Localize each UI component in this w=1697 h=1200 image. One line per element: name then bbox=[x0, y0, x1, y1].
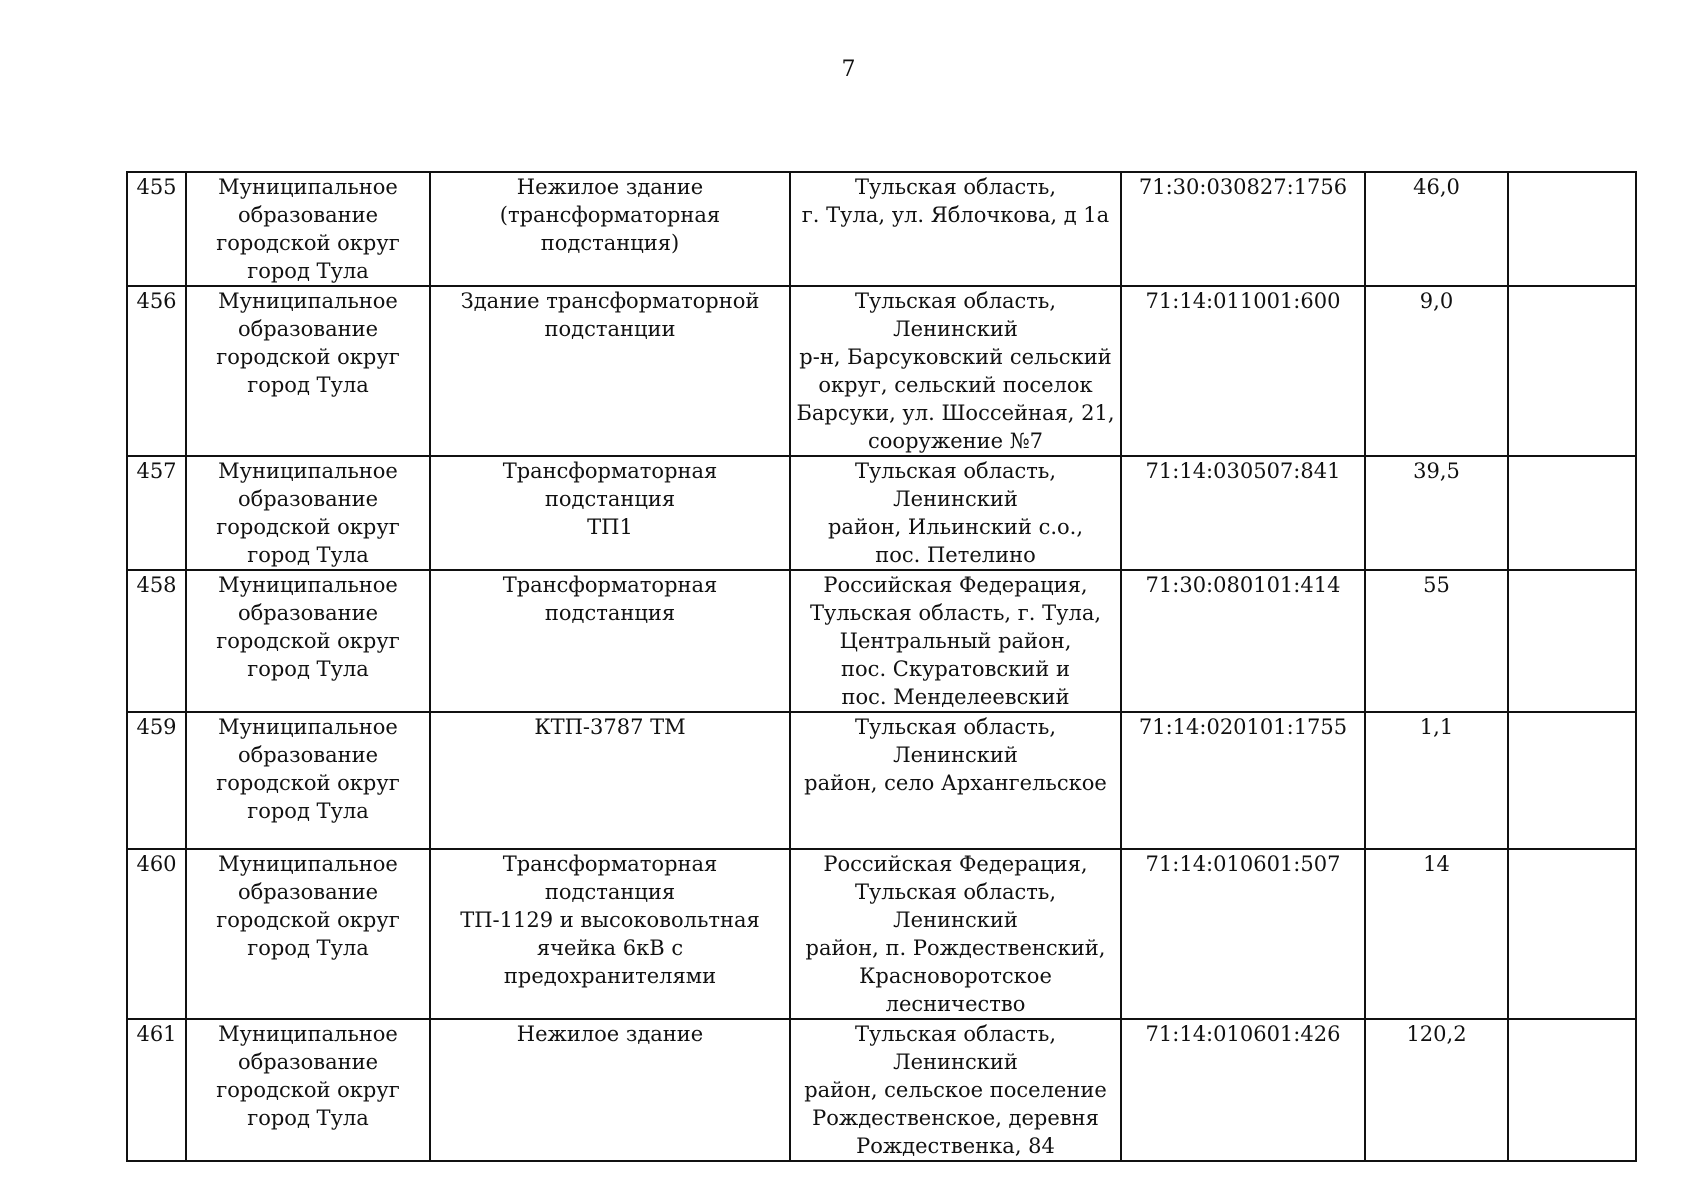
row-address: Российская Федерация, Тульская область, г. Тула, Центральный район, пос. Скуратовский и пос. Менделеевский bbox=[790, 570, 1121, 712]
row-address: Тульская область, Ленинский район, село Архангельское bbox=[790, 712, 1121, 849]
table-row bbox=[127, 849, 1636, 1019]
row-object-name: Трансформаторная подстанция ТП-1129 и высоковольтная ячейка 6кВ с предохранителями bbox=[430, 849, 790, 1019]
row-area: 1,1 bbox=[1365, 712, 1508, 849]
row-note bbox=[1508, 1019, 1636, 1161]
row-address: Российская Федерация, Тульская область, Ленинский район, п. Рождественский, Красноворотское лесничество bbox=[790, 849, 1121, 1019]
row-area: 46,0 bbox=[1365, 172, 1508, 286]
row-owner: Муниципальное образование городской округ город Тула bbox=[186, 456, 430, 570]
table-row bbox=[127, 712, 1636, 849]
row-address: Тульская область, Ленинский р-н, Барсуковский сельский округ, сельский поселок Барсуки, ул. Шоссейная, 21, сооружение №7 bbox=[790, 286, 1121, 456]
row-note bbox=[1508, 172, 1636, 286]
row-cadastral-number: 71:14:030507:841 bbox=[1121, 456, 1365, 570]
row-number: 460 bbox=[127, 849, 186, 1019]
table-row bbox=[127, 286, 1636, 456]
table-row bbox=[127, 1019, 1636, 1161]
row-owner: Муниципальное образование городской округ город Тула bbox=[186, 849, 430, 1019]
row-area: 14 bbox=[1365, 849, 1508, 1019]
table-row bbox=[127, 570, 1636, 712]
row-cadastral-number: 71:14:010601:426 bbox=[1121, 1019, 1365, 1161]
row-number: 457 bbox=[127, 456, 186, 570]
row-object-name: КТП-3787 ТМ bbox=[430, 712, 790, 849]
row-area: 55 bbox=[1365, 570, 1508, 712]
row-address: Тульская область, Ленинский район, сельское поселение Рождественское, деревня Рождественка, 84 bbox=[790, 1019, 1121, 1161]
row-owner: Муниципальное образование городской округ город Тула bbox=[186, 712, 430, 849]
row-area: 120,2 bbox=[1365, 1019, 1508, 1161]
row-owner: Муниципальное образование городской округ город Тула bbox=[186, 1019, 430, 1161]
row-cadastral-number: 71:14:011001:600 bbox=[1121, 286, 1365, 456]
row-owner: Муниципальное образование городской округ город Тула bbox=[186, 172, 430, 286]
registry-table bbox=[126, 171, 1637, 1162]
row-object-name: Нежилое здание (трансформаторная подстанция) bbox=[430, 172, 790, 286]
row-cadastral-number: 71:30:030827:1756 bbox=[1121, 172, 1365, 286]
table-row bbox=[127, 172, 1636, 286]
row-note bbox=[1508, 286, 1636, 456]
table-row bbox=[127, 456, 1636, 570]
row-area: 39,5 bbox=[1365, 456, 1508, 570]
page-number: 7 bbox=[841, 57, 856, 82]
row-number: 461 bbox=[127, 1019, 186, 1161]
row-object-name: Здание трансформаторной подстанции bbox=[430, 286, 790, 456]
row-note bbox=[1508, 570, 1636, 712]
row-number: 456 bbox=[127, 286, 186, 456]
row-note bbox=[1508, 712, 1636, 849]
row-number: 458 bbox=[127, 570, 186, 712]
row-address: Тульская область, г. Тула, ул. Яблочкова, д 1а bbox=[790, 172, 1121, 286]
row-owner: Муниципальное образование городской округ город Тула bbox=[186, 570, 430, 712]
row-note bbox=[1508, 456, 1636, 570]
row-note bbox=[1508, 849, 1636, 1019]
row-owner: Муниципальное образование городской округ город Тула bbox=[186, 286, 430, 456]
row-area: 9,0 bbox=[1365, 286, 1508, 456]
row-cadastral-number: 71:14:010601:507 bbox=[1121, 849, 1365, 1019]
row-object-name: Трансформаторная подстанция ТП1 bbox=[430, 456, 790, 570]
row-cadastral-number: 71:30:080101:414 bbox=[1121, 570, 1365, 712]
row-object-name: Трансформаторная подстанция bbox=[430, 570, 790, 712]
row-number: 459 bbox=[127, 712, 186, 849]
row-object-name: Нежилое здание bbox=[430, 1019, 790, 1161]
row-address: Тульская область, Ленинский район, Ильинский с.о., пос. Петелино bbox=[790, 456, 1121, 570]
row-cadastral-number: 71:14:020101:1755 bbox=[1121, 712, 1365, 849]
row-number: 455 bbox=[127, 172, 186, 286]
